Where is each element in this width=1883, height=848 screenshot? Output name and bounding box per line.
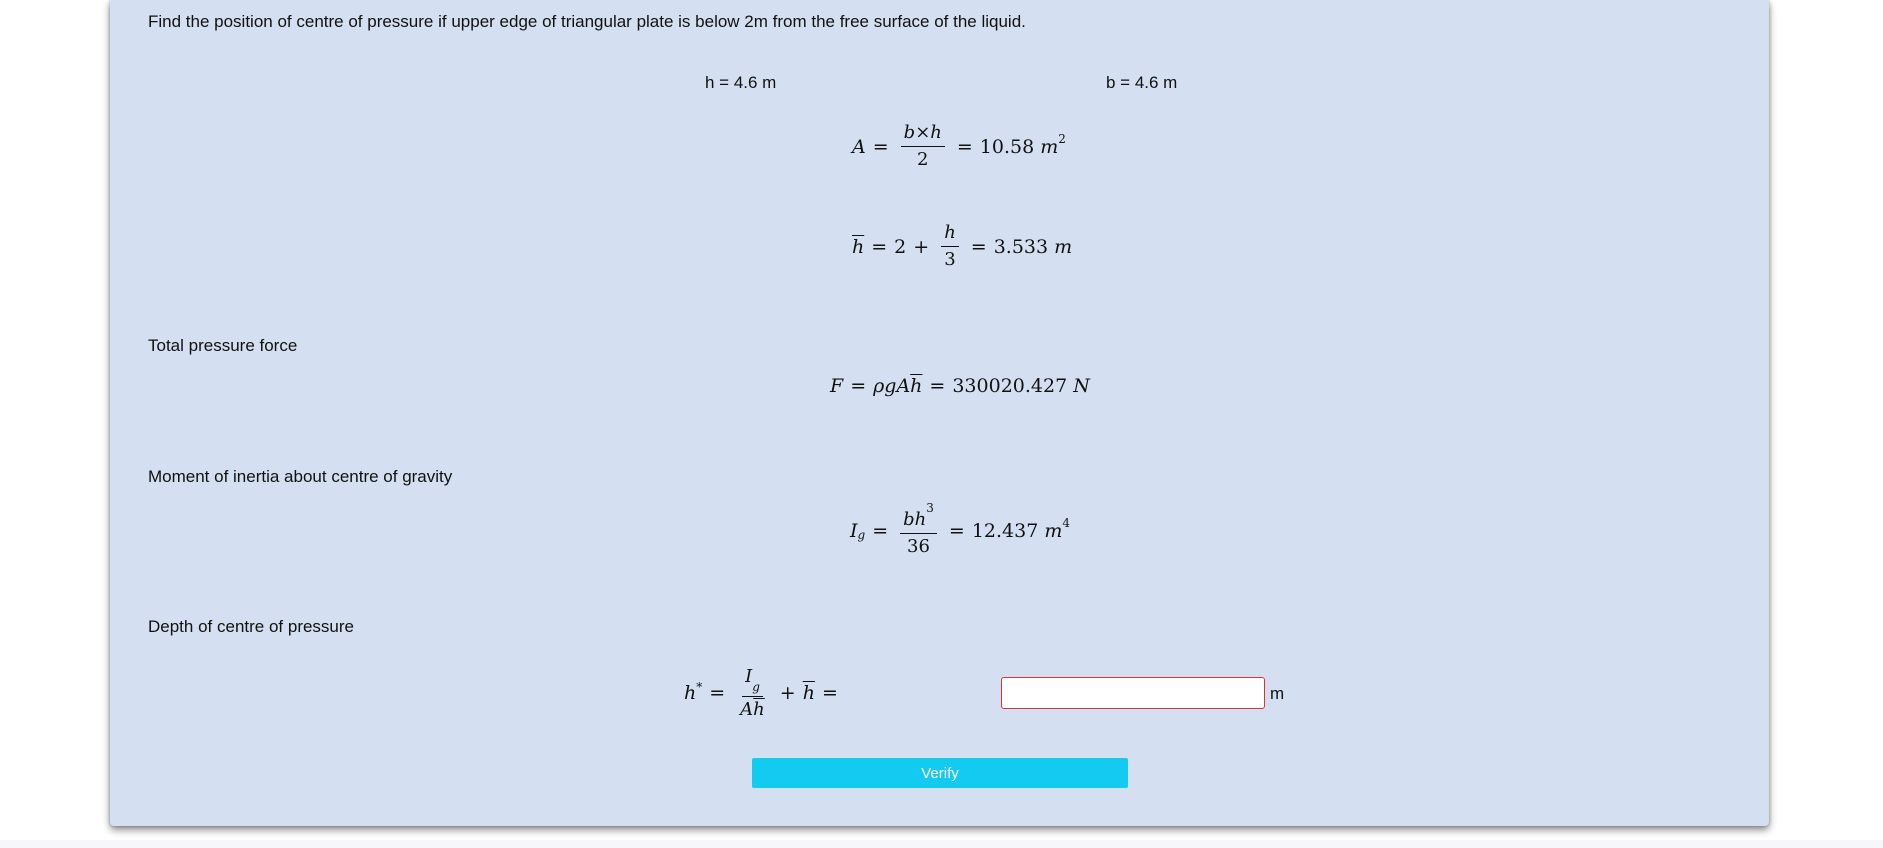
centre-answer-input[interactable] xyxy=(1001,677,1265,709)
centre-heading: Depth of centre of pressure xyxy=(148,617,355,636)
force-heading: Total pressure force xyxy=(148,336,298,355)
given-b: b = 4.6 m xyxy=(1106,73,1178,92)
verify-button[interactable]: Verify xyxy=(752,758,1128,788)
hbar-value: 3.533 xyxy=(993,235,1049,258)
inertia-equation: I $_g$ = $\frac{bh^3}{36}$ = 12.437 m $^4$ xyxy=(850,501,1071,557)
inertia-value: 12.437 xyxy=(971,519,1039,542)
centre-fraction: $\frac{I_g}{A\overline{h}}$ xyxy=(740,666,765,720)
inertia-fraction: $\frac{bh^3}{36}$ xyxy=(900,503,937,558)
inertia-heading: Moment of inertia about centre of gravity xyxy=(148,467,453,486)
hbar-equation: $\overline{h}$ = 2 + $\frac{h}{3}$ = 3.533 m xyxy=(852,222,1073,270)
question-text: Find the position of centre of pressure if upper edge of triangular plate is below 2m from the free surface of the liquid. xyxy=(148,12,1026,31)
centre-equation: h * = $\frac{I_g}{A\overline{h}}$ + $\overline{h}$ = xyxy=(684,666,838,720)
force-equation: F = ρgA $\overline{h}$ = 330020.427 N xyxy=(830,375,1090,397)
area-fraction: $\frac{b\times h}{2}$ xyxy=(901,122,945,171)
given-h: h = 4.6 m xyxy=(705,73,777,92)
page-footer-strip xyxy=(0,840,1883,848)
centre-unit: m xyxy=(1270,684,1285,703)
hbar-fraction: $\frac{h}{3}$ xyxy=(941,222,959,271)
area-value: 10.58 xyxy=(979,135,1035,158)
area-equation: A = $\frac{b\times h}{2}$ = 10.58 m $^2$ xyxy=(852,122,1066,170)
force-value: 330020.427 xyxy=(952,375,1068,397)
